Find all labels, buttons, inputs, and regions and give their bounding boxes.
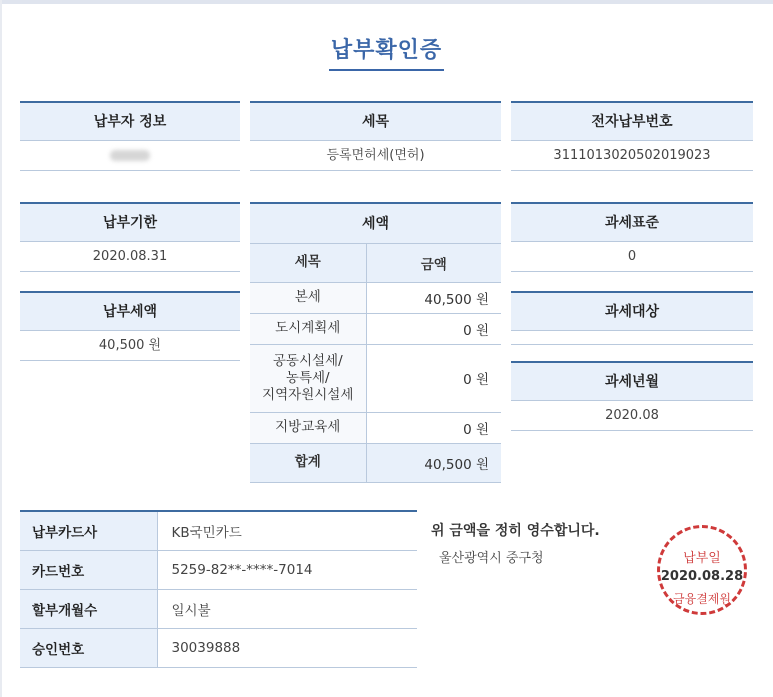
blurred-name <box>110 150 150 161</box>
tax-row-amount: 40,500 원 <box>366 282 501 313</box>
card-info-table <box>20 510 417 668</box>
tax-year-month-box <box>511 361 753 431</box>
table-row <box>250 282 501 313</box>
card-number-value: 5259-82**-****-7014 <box>157 550 417 589</box>
tax-row-amount: 0 원 <box>366 344 501 412</box>
page-title <box>0 33 773 71</box>
payer-info-value <box>20 141 240 171</box>
tax-amount-label: 세액 <box>250 204 501 244</box>
due-date-label: 납부기한 <box>20 204 240 242</box>
payer-info-box <box>20 101 240 171</box>
tax-item-box <box>250 101 501 171</box>
tax-amount-box <box>250 202 501 483</box>
tax-amount-table <box>250 244 501 483</box>
tax-total-row <box>250 443 501 482</box>
approval-number-value: 30039888 <box>157 628 417 667</box>
due-date-value: 2020.08.31 <box>20 242 240 272</box>
payer-info-label: 납부자 정보 <box>20 103 240 141</box>
tax-row-item: 본세 <box>250 282 366 313</box>
table-row <box>20 511 417 550</box>
stamp-date: 2020.08.28 <box>660 569 744 584</box>
left-border <box>0 0 2 697</box>
tax-year-month-value: 2020.08 <box>511 401 753 431</box>
tax-base-value: 0 <box>511 242 753 272</box>
table-row <box>250 344 501 412</box>
paid-amount-label: 납부세액 <box>20 293 240 331</box>
paid-amount-value: 40,500 원 <box>20 331 240 361</box>
table-row <box>250 412 501 443</box>
table-row <box>20 628 417 667</box>
tax-year-month-label: 과세년월 <box>511 363 753 401</box>
due-date-box <box>20 202 240 272</box>
table-row <box>250 313 501 344</box>
page-title-text: 납부확인증 <box>329 33 444 71</box>
tax-target-label: 과세대상 <box>511 293 753 331</box>
tax-base-box <box>511 202 753 272</box>
stamp-issuer: 금융결제원 <box>673 592 731 606</box>
card-company-label: 납부카드사 <box>20 511 157 550</box>
tax-total-amount: 40,500 원 <box>366 443 501 482</box>
epay-number-box <box>511 101 753 171</box>
tax-row-amount: 0 원 <box>366 313 501 344</box>
card-company-value: KB국민카드 <box>157 511 417 550</box>
tax-total-label: 합계 <box>250 443 366 482</box>
table-row <box>20 550 417 589</box>
installment-label: 할부개월수 <box>20 589 157 628</box>
tax-table-header-item: 세목 <box>250 244 366 282</box>
paid-amount-box <box>20 291 240 361</box>
payment-date-stamp <box>657 525 747 615</box>
stamp-title: 납부일 <box>683 551 721 566</box>
tax-row-item: 공동시설세/ 농특세/ 지역자원시설세 <box>250 344 366 412</box>
tax-row-amount: 0 원 <box>366 412 501 443</box>
tax-base-label: 과세표준 <box>511 204 753 242</box>
issuer-name: 울산광역시 중구청 <box>439 551 544 566</box>
tax-row-item: 지방교육세 <box>250 412 366 443</box>
top-border <box>0 0 773 4</box>
tax-target-box <box>511 291 753 345</box>
tax-target-value <box>511 331 753 345</box>
installment-value: 일시불 <box>157 589 417 628</box>
approval-number-label: 승인번호 <box>20 628 157 667</box>
tax-table-header-amount: 금액 <box>366 244 501 282</box>
tax-item-label: 세목 <box>250 103 501 141</box>
tax-table-header <box>250 244 501 282</box>
table-row <box>20 589 417 628</box>
card-number-label: 카드번호 <box>20 550 157 589</box>
tax-item-value: 등록면허세(면허) <box>250 141 501 171</box>
epay-number-label: 전자납부번호 <box>511 103 753 141</box>
epay-number-value: 3111013020502019023 <box>511 141 753 171</box>
receipt-statement: 위 금액을 정히 영수합니다. <box>431 523 600 539</box>
tax-row-item: 도시계획세 <box>250 313 366 344</box>
